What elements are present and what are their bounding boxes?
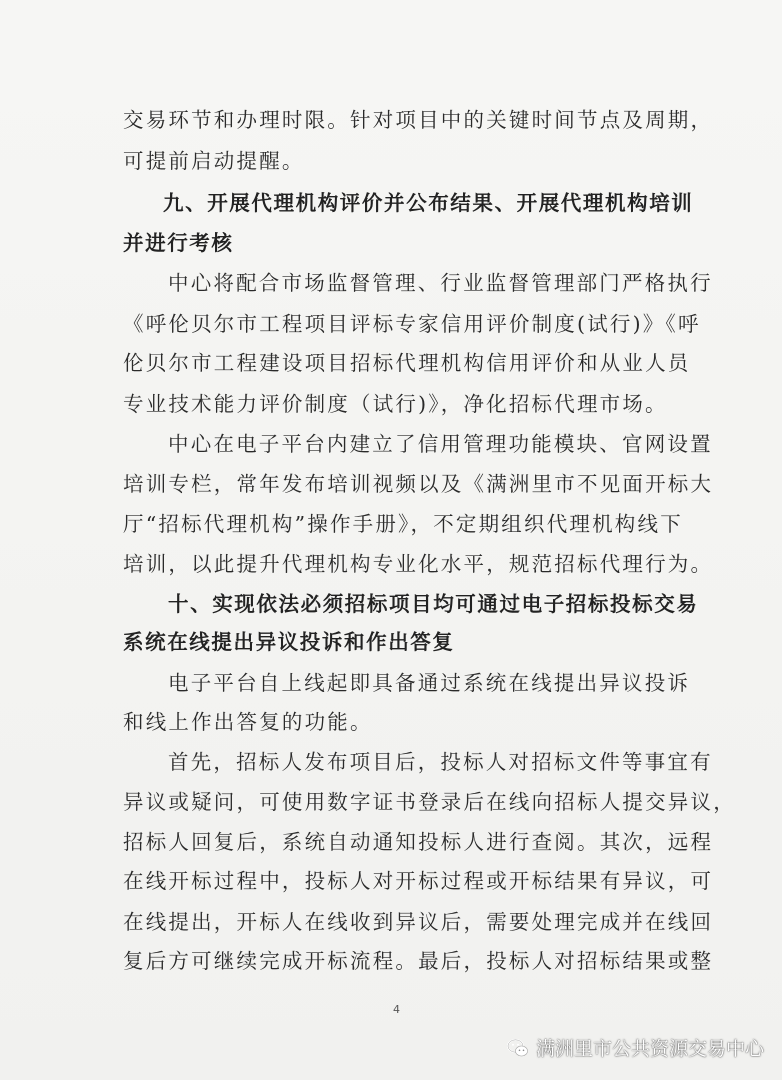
paragraph-line: 培训，以此提升代理机构专业化水平，规范招标代理行为。	[123, 552, 714, 576]
paragraph-line: 电子平台自上线起即具备通过系统在线提出异议投诉	[168, 671, 691, 695]
paragraph-line: 《呼伦贝尔市工程项目评标专家信用评价制度(试行)》《呼	[123, 312, 701, 336]
paragraph-line: 在线开标过程中，投标人对开标过程或开标结果有异议，可	[123, 869, 714, 893]
paragraph-line: 在线提出，开标人在线收到异议后，需要处理完成并在线回	[123, 910, 714, 934]
paragraph-line: 中心将配合市场监督管理、行业监督管理部门严格执行	[168, 271, 713, 295]
paragraph-line: 异议或疑问，可使用数字证书登录后在线向招标人提交异议，	[123, 790, 736, 814]
wechat-icon	[506, 1036, 530, 1060]
paragraph-line: 交易环节和办理时限。针对项目中的关键时间节点及周期，	[123, 108, 714, 132]
paragraph-line: 复后方可继续完成开标流程。最后，投标人对招标结果或整	[123, 949, 714, 973]
paragraph-line: 和线上作出答复的功能。	[123, 710, 373, 734]
paragraph-line: 培训专栏，常年发布培训视频以及《满洲里市不见面开标大	[123, 472, 714, 496]
page-number: 4	[393, 1003, 400, 1016]
section-heading: 系统在线提出异议投诉和作出答复	[123, 630, 455, 654]
watermark-text: 满洲里市公共资源交易中心	[535, 1038, 764, 1060]
paragraph-line: 伦贝尔市工程建设项目招标代理机构信用评价和从业人员	[123, 351, 691, 375]
paragraph-line: 首先，招标人发布项目后，投标人对招标文件等事宜有	[168, 750, 713, 774]
section-heading: 并进行考核	[123, 231, 234, 255]
paragraph-line: 可提前启动提醒。	[123, 149, 305, 173]
section-heading: 十、实现依法必须招标项目均可通过电子招标投标交易	[168, 592, 699, 616]
paragraph-line: 厅“招标代理机构”操作手册》，不定期组织代理机构线下	[123, 512, 683, 536]
paragraph-line: 专业技术能力评价制度（试行)》，净化招标代理市场。	[123, 392, 668, 416]
paragraph-line: 招标人回复后，系统自动通知投标人进行查阅。其次，远程	[123, 830, 714, 854]
section-heading: 九、开展代理机构评价并公布结果、开展代理机构培训	[163, 191, 694, 215]
wechat-watermark	[506, 1034, 764, 1061]
paragraph-line: 中心在电子平台内建立了信用管理功能模块、官网设置	[168, 432, 713, 456]
